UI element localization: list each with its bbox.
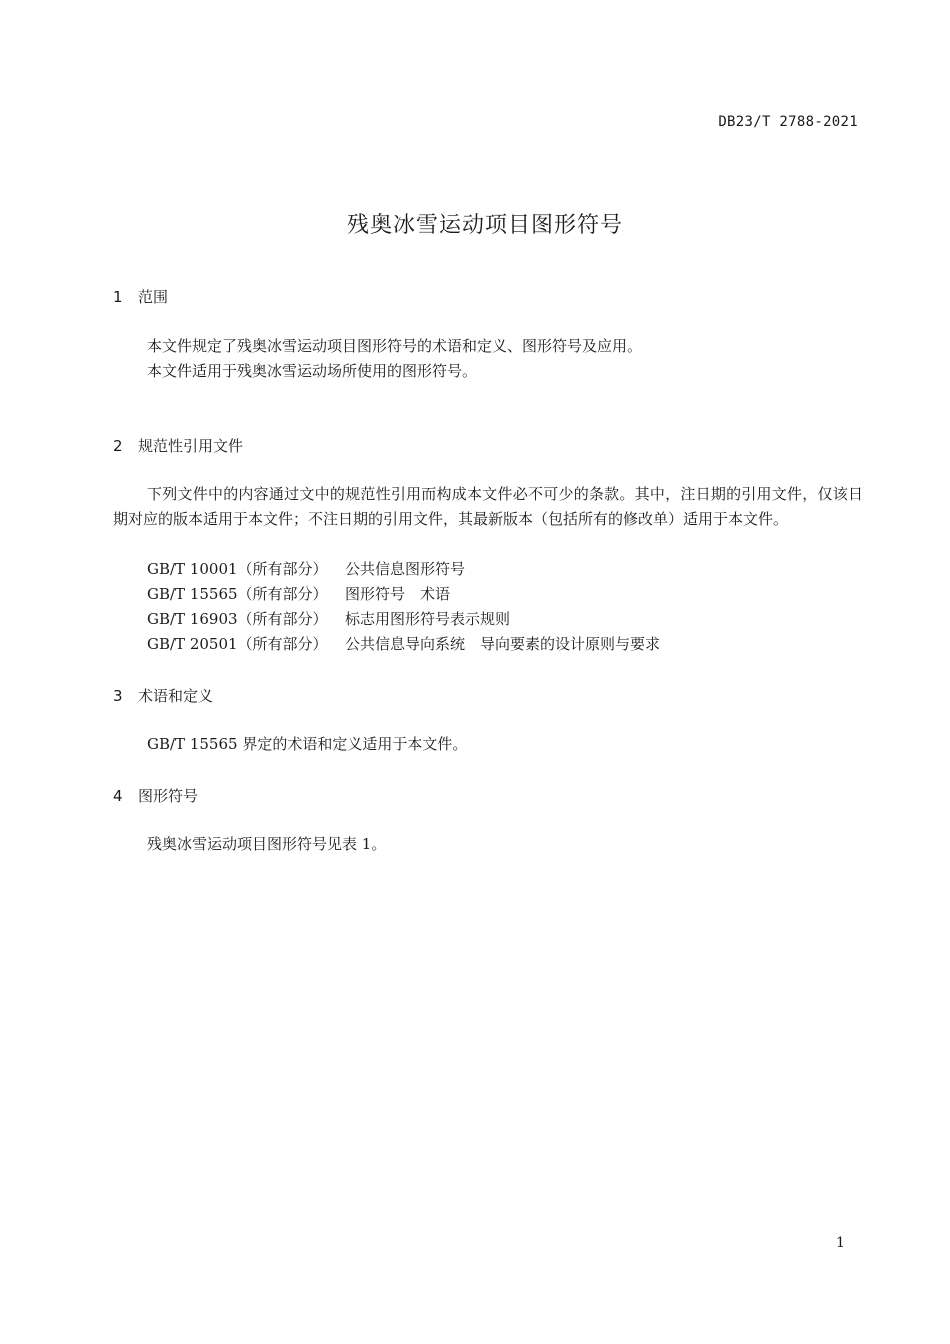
scope-paragraph-1: 本文件规定了残奥冰雪运动项目图形符号的术语和定义、图形符号及应用。 xyxy=(147,337,643,355)
section-number: 2 xyxy=(113,437,123,455)
symbols-paragraph: 残奥冰雪运动项目图形符号见表 1。 xyxy=(147,835,387,853)
reference-item xyxy=(147,607,510,632)
page-number: 1 xyxy=(836,1235,845,1251)
reference-code: GB/T 20501（所有部分） xyxy=(147,635,328,653)
section-title: 规范性引用文件 xyxy=(138,437,244,455)
reference-title: 图形符号 术语 xyxy=(345,585,451,603)
section-number: 3 xyxy=(113,687,123,705)
normative-references-intro: 下列文件中的内容通过文中的规范性引用而构成本文件必不可少的条款。其中，注日期的引用文件，仅该日期对应的版本适用于本文件；不注日期的引用文件，其最新版本（包括所有的修改单）适用于本文件。 xyxy=(113,485,863,528)
reference-title: 标志用图形符号表示规则 xyxy=(345,610,511,628)
section-heading-scope xyxy=(113,287,168,307)
section-heading-graphical-symbols xyxy=(113,786,198,806)
reference-title: 公共信息图形符号 xyxy=(345,560,466,578)
reference-code: GB/T 10001（所有部分） xyxy=(147,560,328,578)
document-code: DB23/T 2788-2021 xyxy=(718,114,858,130)
reference-code: GB/T 15565（所有部分） xyxy=(147,585,328,603)
reference-item xyxy=(147,557,465,582)
section-title: 图形符号 xyxy=(138,787,199,805)
document-title: 残奥冰雪运动项目图形符号 xyxy=(346,213,623,238)
section-title: 范围 xyxy=(138,288,169,306)
reference-title: 公共信息导向系统 导向要素的设计原则与要求 xyxy=(345,635,661,653)
reference-item xyxy=(147,632,660,657)
section-number: 4 xyxy=(113,787,123,805)
section-title: 术语和定义 xyxy=(138,687,214,705)
reference-item xyxy=(147,582,450,607)
reference-code: GB/T 16903（所有部分） xyxy=(147,610,328,628)
section-heading-terms xyxy=(113,686,213,706)
terms-paragraph: GB/T 15565 界定的术语和定义适用于本文件。 xyxy=(147,735,468,753)
section-number: 1 xyxy=(113,288,123,306)
section-heading-normative-references xyxy=(113,436,243,456)
scope-paragraph-2: 本文件适用于残奥冰雪运动场所使用的图形符号。 xyxy=(147,362,478,380)
